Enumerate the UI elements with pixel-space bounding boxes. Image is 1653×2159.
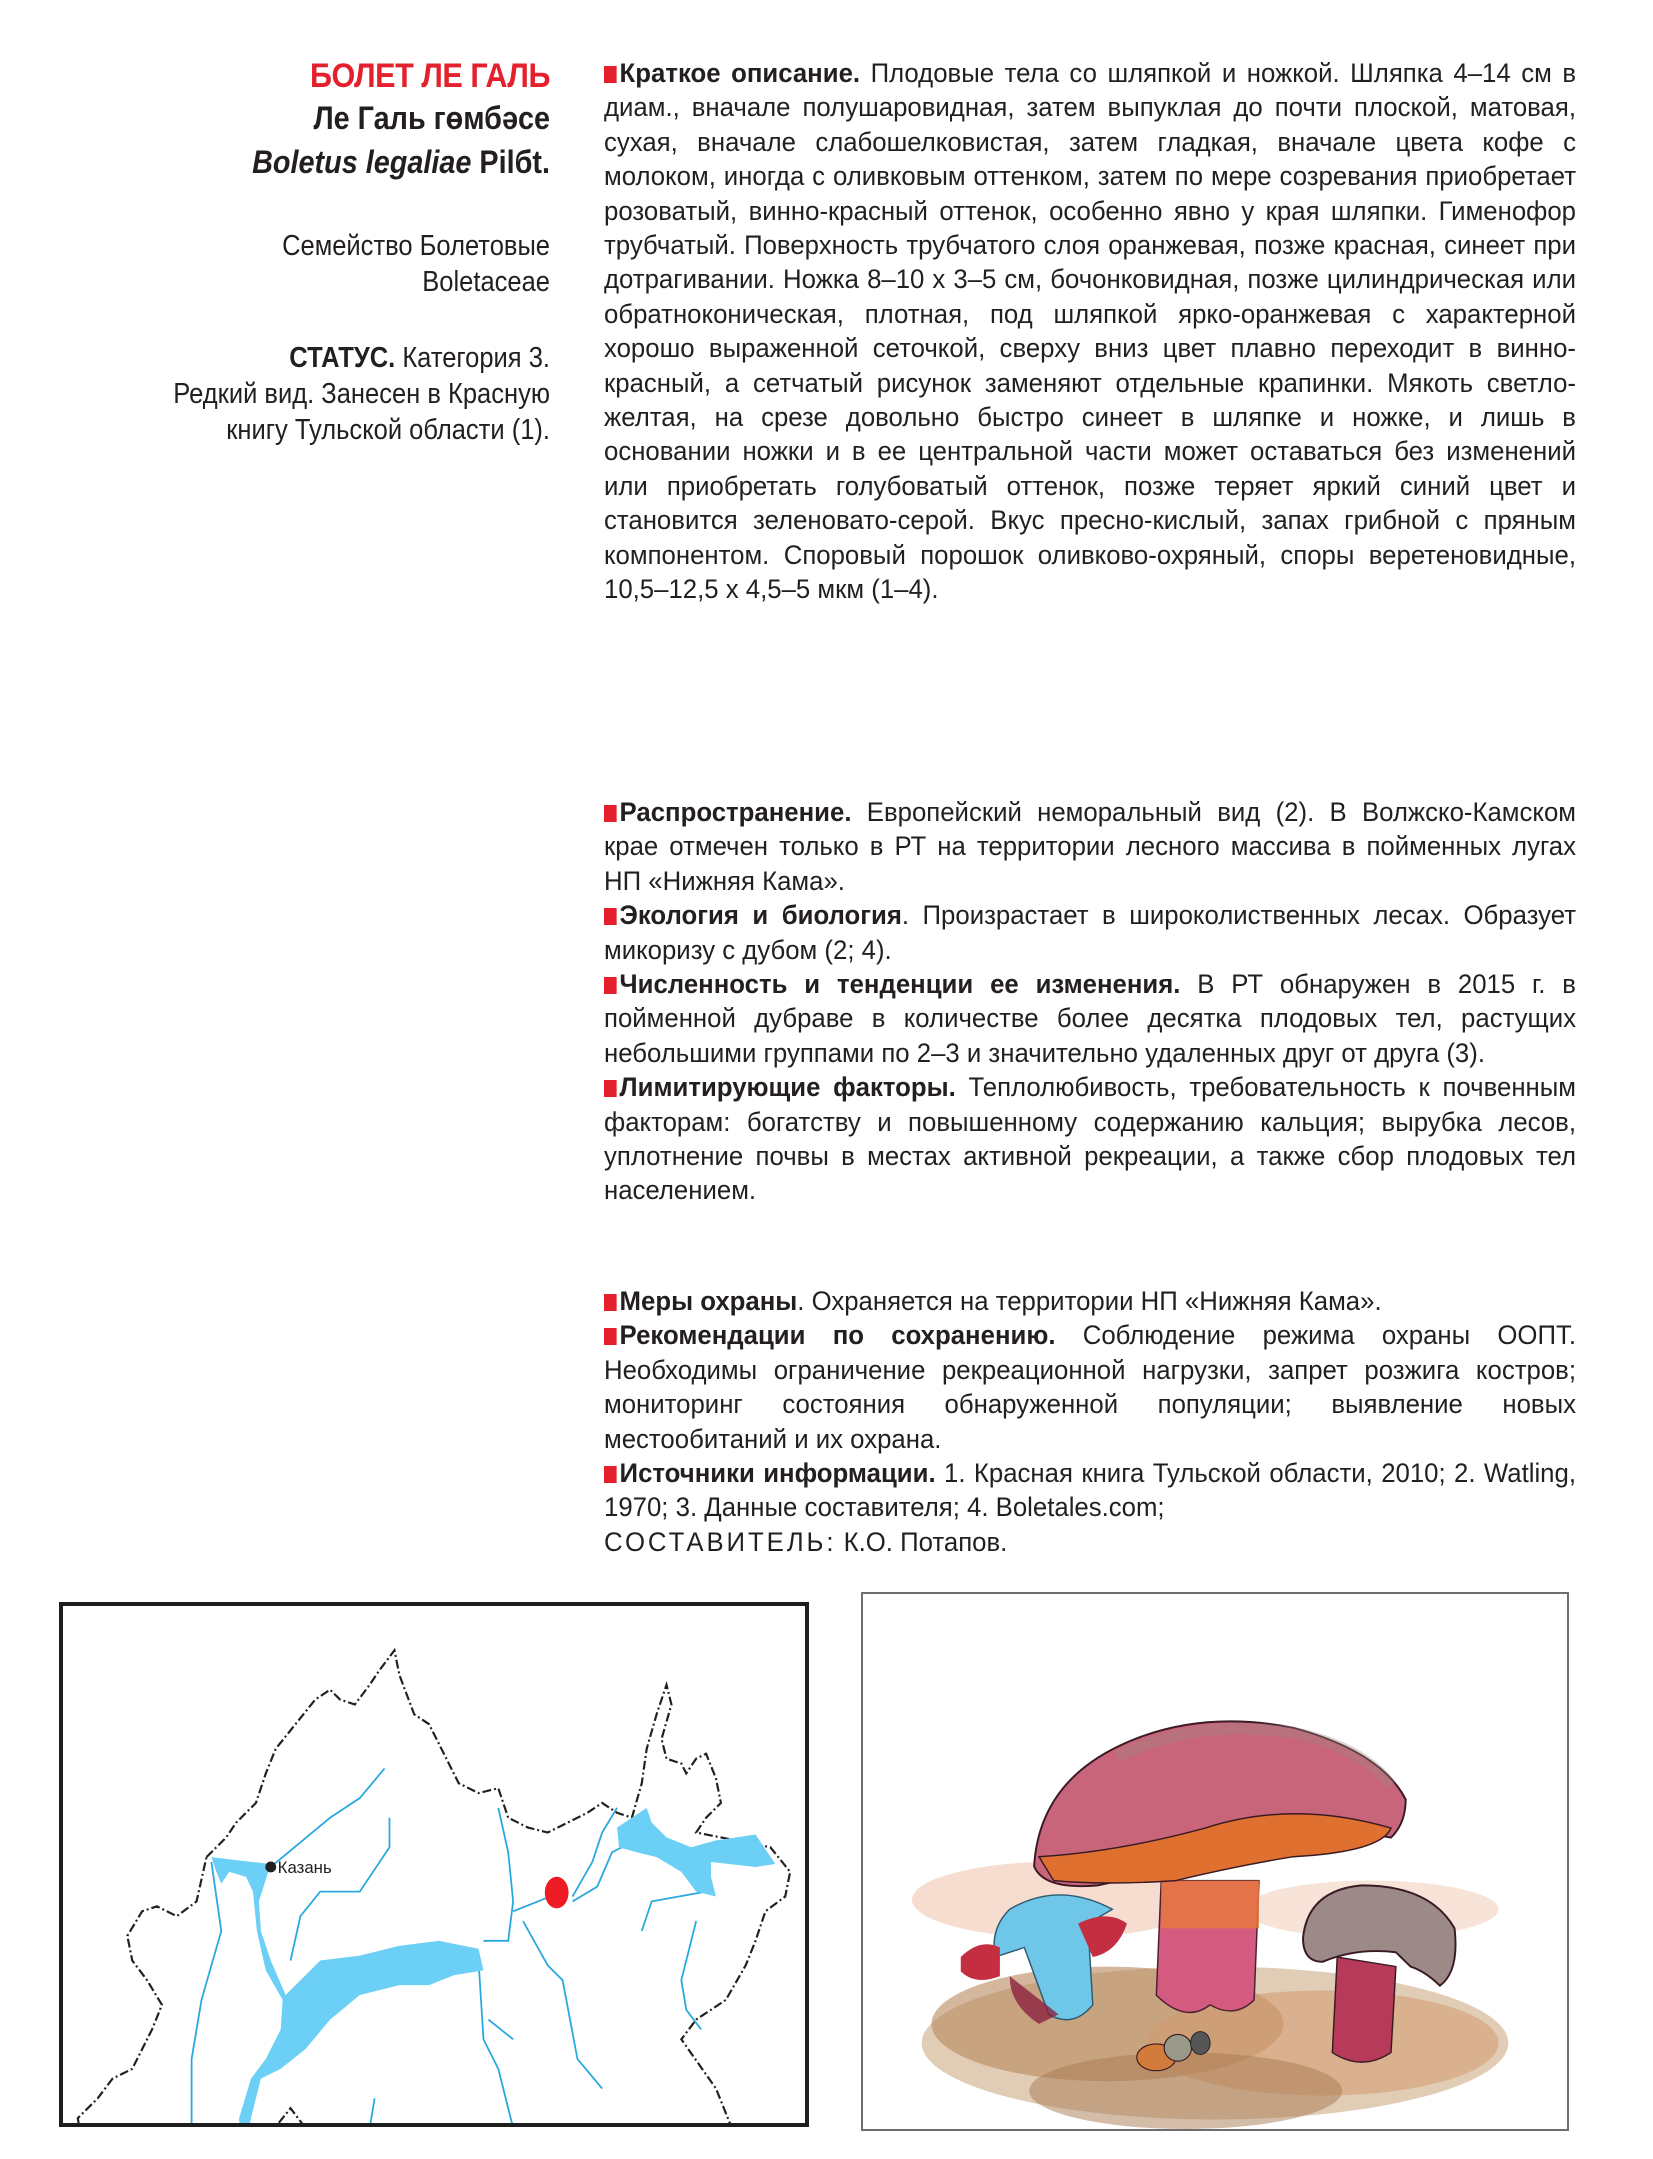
recommendations-label: Рекомендации по сохранению. [619, 1320, 1056, 1351]
sources-paragraph [604, 1456, 1576, 1525]
ecology-label: Экология и биология [619, 900, 902, 931]
status-line-2: Редкий вид. Занесен в Красную [173, 378, 550, 410]
ecology-paragraph [604, 898, 1576, 967]
recommendations-paragraph [604, 1318, 1576, 1456]
species-title-tatar: Ле Галь гөмбәсе [313, 100, 550, 136]
family-block [101, 228, 550, 300]
limiting-label: Лимитирующие факторы. [619, 1072, 956, 1103]
tatarstan-map [63, 1606, 805, 2123]
recommendations-text: Соблюдение режима охраны ООПТ. Необходимы ограничение рекреационной нагрузки, запрет розжига костров; мониторинг состояния обнаруженной популяции; выявление новых местообитаний и их охрана. [604, 1320, 1576, 1454]
bullet-square-icon [604, 1466, 617, 1483]
family-latin: Boletaceae [422, 266, 550, 298]
occurrence-marker [545, 1877, 569, 1909]
river [523, 1921, 602, 2088]
mushroom-illustration [863, 1594, 1567, 2129]
river [180, 1862, 222, 2123]
bullet-square-icon [604, 66, 617, 83]
kazan-marker [265, 1862, 276, 1873]
river [642, 1892, 706, 1931]
river [365, 2098, 375, 2123]
kama-reservoir [617, 1808, 775, 1897]
population-label: Численность и тенденции ее изменения. [619, 969, 1181, 1000]
protection-paragraph [604, 1284, 1576, 1318]
status-block [101, 340, 550, 448]
river [573, 1847, 637, 1901]
description-section [604, 56, 1576, 607]
protection-text: . Охраняется на территории НП «Нижняя Кама». [797, 1286, 1382, 1316]
ecology-text: . Произрастает в широколиственных лесах. Образует микоризу с дубом (2; 4). [604, 900, 1577, 965]
bullet-square-icon [604, 908, 617, 925]
species-latin-name [91, 140, 550, 184]
bullet-square-icon [604, 1328, 617, 1345]
river [681, 1921, 701, 2029]
sources-label: Источники информации. [619, 1458, 936, 1489]
river [573, 1808, 618, 1897]
distribution-text: Европейский неморальный вид (2). В Волжско-Камском крае отмечен только в РТ на территории лесного массива в пойменных лугах НП «Нижняя Кама». [604, 797, 1576, 896]
limiting-text: Теплолюбивость, требовательность к почвенным факторам: богатству и повышенному содержанию кальция; вырубка лесов, уплотнение почвы в местах активной рекреации, а также сбор плодовых тел населением. [604, 1072, 1576, 1206]
distribution-label: Распространение. [619, 797, 852, 827]
river [479, 1961, 558, 2123]
kazan-label: Казань [277, 1857, 332, 1877]
population-text: В РТ обнаружен в 2015 г. в пойменной дубраве в количестве более десятка плодовых тел, растущих небольшими группами по 2–3 и значительно удаленных друг от друга (3). [604, 969, 1576, 1068]
compiler-name: К.О. Потапов. [836, 1526, 1008, 1557]
distribution-paragraph [604, 795, 1576, 898]
sources-text: 1. Красная книга Тульской области, 2010; 2. Watling, 1970; 3. Данные составителя; 4. Boletales.com; [604, 1458, 1576, 1523]
description-text: Плодовые тела со шляпкой и ножкой. Шляпка 4–14 см в диам., вначале полушаровидная, затем выпуклая до почти плоской, матовая, сухая, вначале слабошелковистая, затем гладкая, вначале цвета кофе с молоком, иногда с оливковым оттенком, затем по мере созревания приобретает розоватый, винно-красный оттенок, особенно явно у края шляпки. Гименофор трубчатый. Поверхность трубчатого слоя оранжевая, позже красная, синеет при дотрагивании. Ножка 8–10 х 3–5 см, бочонковидная, позже цилиндрическая или обратноконическая, плотная, под шляпкой ярко-оранжевая с характерной хорошо выраженной сеточкой, сверху вниз цвет плавно переходит в винно-красный, а сетчатый рисунок заменяют отдельные крапинки. Мякоть светло-желтая, на срезе довольно быстро синеет в шляпке и ножке, и лишь в основании ножки и в ее центральной части может оставаться без изменений или приобретать голубоватый оттенок, позже теряет яркий синий цвет и становится зеленовато-серой. Вкус пресно-кислый, запах грибной с пряным компонентом. Споровый порошок оливково-охряный, споры веретеновидные, 10,5–12,5 х 4,5–5 мкм (1–4). [604, 58, 1577, 605]
bullet-square-icon [604, 1080, 617, 1097]
bullet-square-icon [604, 805, 617, 822]
reservoirs [211, 1808, 775, 2123]
status-label: СТАТУС. [289, 342, 396, 374]
description-label: Краткое описание. [619, 58, 861, 88]
family-russian: Семейство Болетовые [282, 230, 550, 262]
latin-binomial: Boletus legaliae [252, 144, 472, 180]
species-header [40, 56, 550, 448]
river [271, 1768, 385, 1866]
limiting-paragraph [604, 1070, 1576, 1208]
protection-label: Меры охраны [619, 1286, 798, 1316]
bullet-square-icon [604, 977, 617, 994]
latin-author: Pilбt. [471, 144, 550, 180]
species-title-russian: БОЛЕТ ЛЕ ГАЛЬ [309, 57, 550, 95]
volga-reservoir [211, 1857, 483, 2123]
river [488, 2020, 513, 2040]
population-paragraph [604, 967, 1576, 1070]
species-illustration [861, 1592, 1569, 2131]
status-line-3: книгу Тульской области (1). [226, 414, 550, 446]
region-border [78, 1650, 790, 2123]
bullet-square-icon [604, 1294, 617, 1311]
status-category: Категория 3. [395, 342, 550, 374]
conservation-section [604, 1284, 1576, 1559]
details-section [604, 795, 1576, 1208]
compiler-paragraph [604, 1525, 1576, 1559]
compiler-label: СОСТАВИТЕЛЬ: [604, 1526, 837, 1557]
river [483, 1808, 513, 1941]
distribution-map [59, 1602, 809, 2127]
